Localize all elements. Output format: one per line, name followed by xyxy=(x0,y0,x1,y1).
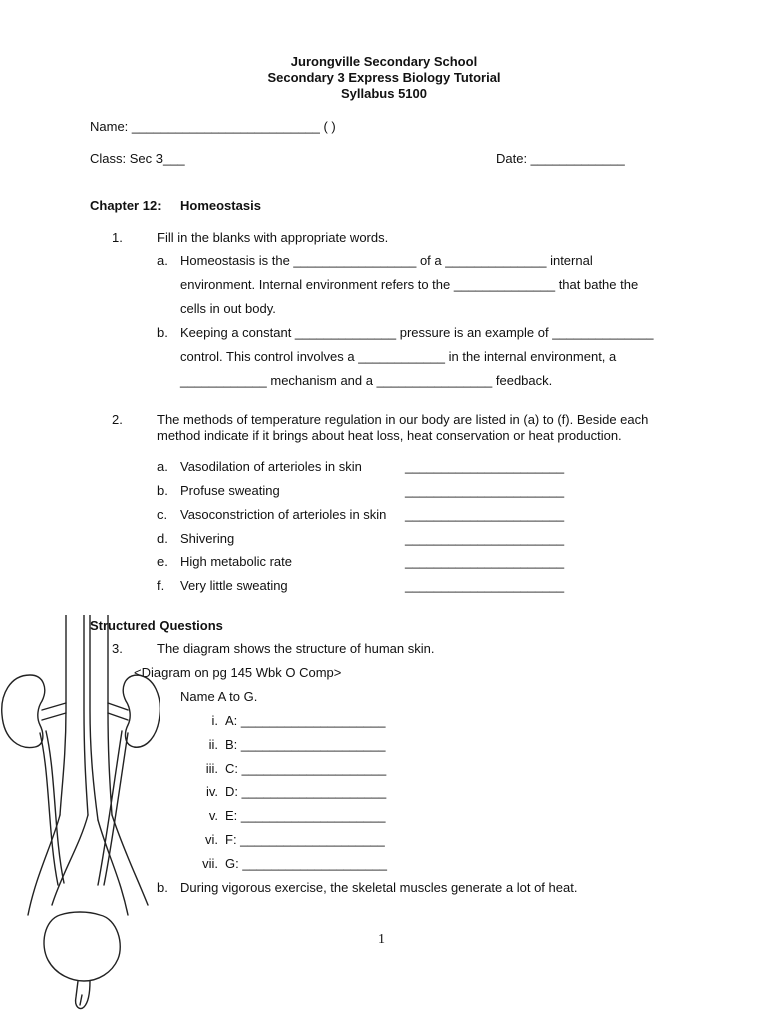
q1-a-line-2: environment. Internal environment refers to the ______________ that bathe the xyxy=(180,277,639,292)
q2-item-text: Very little sweating xyxy=(180,578,288,593)
chapter-title: Homeostasis xyxy=(180,198,261,213)
q2-item-marker: a. xyxy=(157,459,168,474)
label-blank[interactable]: A: ____________________ xyxy=(225,713,386,728)
school-name: Jurongville Secondary School xyxy=(290,54,478,69)
q2-item-text: High metabolic rate xyxy=(180,554,292,569)
q3-b-text: During vigorous exercise, the skeletal muscles generate a lot of heat. xyxy=(180,880,578,895)
syllabus: Syllabus 5100 xyxy=(341,86,427,101)
label-numeral: ii. xyxy=(208,737,218,752)
q1-b-line-2: control. This control involves a ____________ in the internal environment, a xyxy=(180,349,617,364)
q2-item-blank[interactable]: ______________________ xyxy=(405,483,565,498)
page-number: 1 xyxy=(378,932,385,947)
q2-item-marker: d. xyxy=(157,531,168,546)
label-numeral: iv. xyxy=(205,784,218,799)
label-blank[interactable]: E: ____________________ xyxy=(225,808,386,823)
q2-item-marker: e. xyxy=(157,554,168,569)
q1-a-line-3: cells in out body. xyxy=(180,301,276,316)
name-prompt: Name A to G. xyxy=(180,689,258,704)
name-field[interactable]: Name: __________________________ ( ) xyxy=(90,119,336,134)
label-numeral: v. xyxy=(208,808,218,823)
q2-item-text: Profuse sweating xyxy=(180,483,280,498)
q3-number: 3. xyxy=(112,641,123,656)
q2-prompt-line-2: method indicate if it brings about heat loss, heat conservation or heat production. xyxy=(157,428,622,443)
q3-prompt: The diagram shows the structure of human skin. xyxy=(157,641,435,656)
label-numeral: vii. xyxy=(202,856,218,871)
course-title: Secondary 3 Express Biology Tutorial xyxy=(267,70,501,85)
q2-item-text: Vasoconstriction of arterioles in skin xyxy=(180,507,387,522)
diagram-reference: <Diagram on pg 145 Wbk O Comp> xyxy=(134,665,342,680)
class-field[interactable]: Class: Sec 3___ xyxy=(90,151,185,166)
q2-prompt-line-1: The methods of temperature regulation in our body are listed in (a) to (f). Beside each xyxy=(157,412,649,427)
label-blank[interactable]: C: ____________________ xyxy=(225,761,387,776)
q2-item-marker: f. xyxy=(157,578,165,593)
q2-item-marker: c. xyxy=(157,507,168,522)
q1-a-marker: a. xyxy=(157,253,168,268)
q1-prompt: Fill in the blanks with appropriate words. xyxy=(157,230,389,245)
label-blank[interactable]: D: ____________________ xyxy=(225,784,387,799)
label-numeral: vi. xyxy=(205,832,218,847)
urinary-system-diagram xyxy=(0,615,160,1024)
q3-b-marker: b. xyxy=(157,880,168,895)
chapter-label: Chapter 12: xyxy=(90,198,162,213)
label-numeral: iii. xyxy=(205,761,218,776)
q2-item-blank[interactable]: ______________________ xyxy=(405,531,565,546)
label-blank[interactable]: B: ____________________ xyxy=(225,737,386,752)
q2-item-blank[interactable]: ______________________ xyxy=(405,507,565,522)
structured-heading: Structured Questions xyxy=(90,618,223,633)
q2-item-text: Shivering xyxy=(180,531,235,546)
q1-b-line-3: ____________ mechanism and a ________________ feedback. xyxy=(180,373,553,388)
q2-item-text: Vasodilation of arterioles in skin xyxy=(180,459,362,474)
label-blank[interactable]: G: ____________________ xyxy=(225,856,387,871)
q2-item-blank[interactable]: ______________________ xyxy=(405,459,565,474)
q2-item-marker: b. xyxy=(157,483,168,498)
label-numeral: i. xyxy=(211,713,218,728)
q1-a-line-1: Homeostasis is the _________________ of a ______________ internal xyxy=(180,253,593,268)
q2-item-blank[interactable]: ______________________ xyxy=(405,578,565,593)
q1-b-marker: b. xyxy=(157,325,168,340)
q1-number: 1. xyxy=(112,230,123,245)
q2-number: 2. xyxy=(112,412,123,427)
q2-item-blank[interactable]: ______________________ xyxy=(405,554,565,569)
date-field[interactable]: Date: _____________ xyxy=(496,151,625,166)
q1-b-line-1: Keeping a constant ______________ pressure is an example of ______________ xyxy=(180,325,654,340)
label-blank[interactable]: F: ____________________ xyxy=(225,832,385,847)
